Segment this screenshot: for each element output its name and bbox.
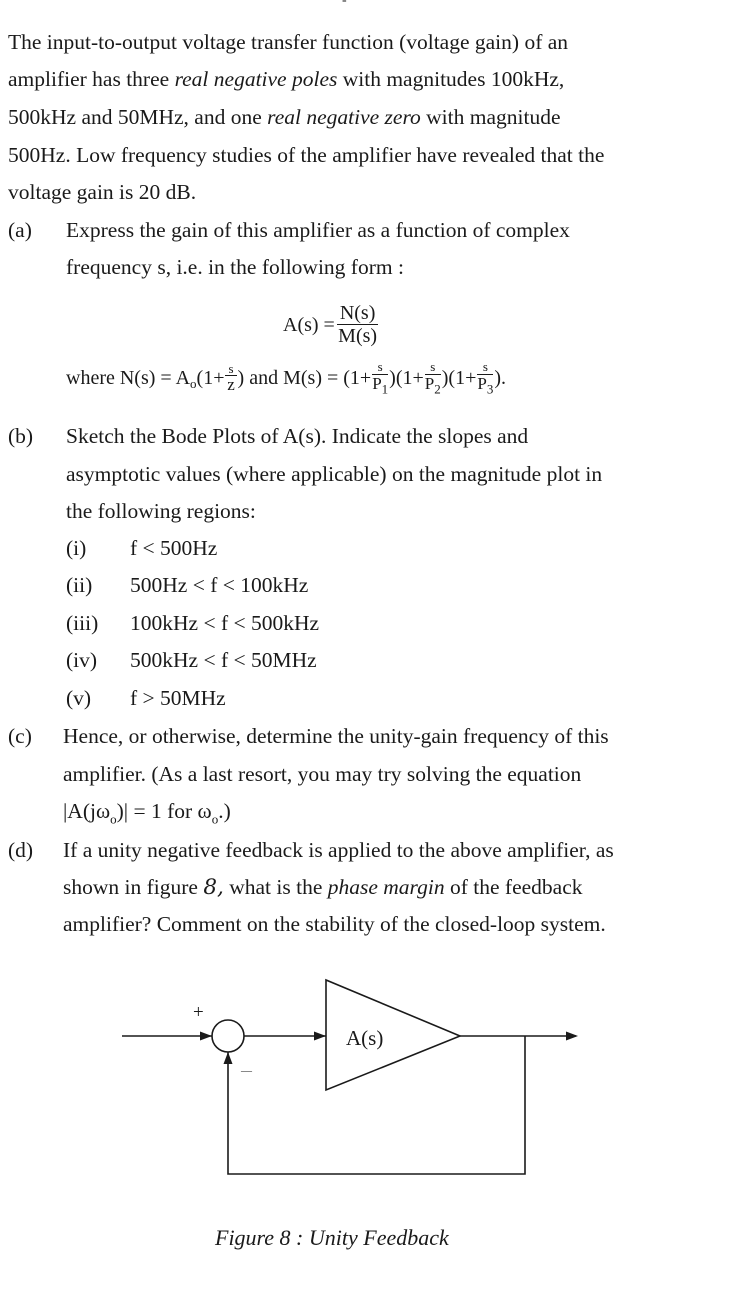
intro-line-4: 500Hz. Low frequency studies of the amplifier have revealed that the xyxy=(8,143,605,167)
region-4-num: (iv) xyxy=(66,648,98,672)
amplifier-input-arrowhead xyxy=(314,1032,326,1041)
input-arrowhead xyxy=(200,1032,212,1041)
intro-line-2-end: with magnitudes 100kHz, xyxy=(337,67,565,91)
part-d-line-1: If a unity negative feedback is applied to the above amplifier, as xyxy=(63,838,614,862)
s-over-z-fraction xyxy=(225,362,236,395)
plus-sign: + xyxy=(193,1002,204,1023)
equation-abs-open: |A(jω xyxy=(63,799,111,823)
and-m-text: and M(s) = (1+ xyxy=(244,367,372,390)
output-arrowhead xyxy=(566,1032,578,1041)
p3-letter: P xyxy=(477,373,487,393)
figure-caption: Figure 8 : Unity Feedback xyxy=(215,1225,449,1250)
feedback-arrowhead xyxy=(224,1052,233,1064)
region-1-num: (i) xyxy=(66,536,87,560)
region-2-num: (ii) xyxy=(66,573,93,597)
region-2-text: 500Hz < f < 100kHz xyxy=(130,573,309,597)
p2-subscript: 2 xyxy=(434,381,441,397)
s-over-p3-num: s xyxy=(477,360,493,375)
part-d-line-2-end: of the feedback xyxy=(444,875,583,899)
s-over-p1-den xyxy=(372,375,388,397)
region-1-text: f < 500Hz xyxy=(130,536,218,560)
intro-line-3-end: with magnitude xyxy=(420,105,561,129)
equation-lhs: A(s) = xyxy=(283,314,335,336)
a0-subscript: o xyxy=(190,375,197,391)
scan-mark: - xyxy=(342,0,347,8)
omega-subscript-2: o xyxy=(211,811,219,827)
part-c-line-3 xyxy=(63,801,231,825)
real-negative-poles-emphasis: real negative poles xyxy=(174,67,338,91)
part-b-label: (b) xyxy=(8,424,34,448)
intro-line-2 xyxy=(8,69,564,91)
equation-abs-close: )| = 1 for ω xyxy=(116,799,212,823)
intro-line-5: voltage gain is 20 dB. xyxy=(8,180,197,204)
part-d-line-3: amplifier? Comment on the stability of the closed-loop system. xyxy=(63,912,606,936)
s-over-p1-num: s xyxy=(372,360,388,375)
equation-numerator: N(s) xyxy=(337,303,379,325)
intro-line-2-text: amplifier has three xyxy=(8,67,175,91)
part-a-line-2: frequency s, i.e. in the following form : xyxy=(66,255,404,279)
equation-fraction xyxy=(337,303,379,347)
equation-denominator: M(s) xyxy=(338,325,378,347)
phase-margin-emphasis: phase margin xyxy=(327,875,445,899)
intro-line-1: The input-to-output voltage transfer function (voltage gain) of an xyxy=(8,30,569,54)
where-definitions xyxy=(66,360,506,396)
n-close: ) xyxy=(237,367,245,390)
part-c-label: (c) xyxy=(8,724,32,748)
part-d-label: (d) xyxy=(8,838,34,862)
s-over-p2-den xyxy=(425,375,441,397)
region-3-text: 100kHz < f < 500kHz xyxy=(130,611,320,635)
part-c-line-1: Hence, or otherwise, determine the unity-gain frequency of this xyxy=(63,724,609,748)
region-3-num: (iii) xyxy=(66,611,99,635)
amplifier-label: A(s) xyxy=(346,1026,384,1050)
region-4-text: 500kHz < f < 50MHz xyxy=(130,648,317,672)
m-mid-1: )(1+ xyxy=(389,367,424,390)
part-b-line-3: the following regions: xyxy=(66,499,256,523)
part-d-line-2-mid: what is the xyxy=(223,875,328,899)
s-over-p2-num: s xyxy=(425,360,441,375)
s-over-p2-fraction xyxy=(425,360,441,396)
region-5-num: (v) xyxy=(66,686,92,710)
part-d-line-2 xyxy=(63,877,583,899)
part-b-line-1: Sketch the Bode Plots of A(s). Indicate the slopes and xyxy=(66,424,529,448)
s-over-p3-fraction xyxy=(477,360,493,396)
omega-subscript-1: o xyxy=(110,811,117,827)
p1-subscript: 1 xyxy=(381,381,389,397)
summing-junction xyxy=(212,1020,244,1052)
s-over-p1-fraction xyxy=(372,360,388,396)
part-b-line-2: asymptotic values (where applicable) on the magnitude plot in xyxy=(66,462,603,486)
part-d-line-2-text: shown in figure xyxy=(63,875,204,899)
p2-letter: P xyxy=(424,373,435,393)
where-text: where N(s) = A xyxy=(66,367,191,390)
part-a-label: (a) xyxy=(8,218,32,242)
figure-number-handwritten: 8, xyxy=(203,875,224,900)
p1-letter: P xyxy=(372,373,382,393)
intro-line-3 xyxy=(8,107,561,129)
unity-feedback-diagram xyxy=(0,945,729,1205)
s-over-z-num: s xyxy=(225,362,236,377)
real-negative-zero-emphasis: real negative zero xyxy=(267,105,421,129)
m-end: ). xyxy=(494,367,506,390)
s-over-z-den: z xyxy=(227,375,235,395)
minus-sign: — xyxy=(241,1065,252,1077)
region-5-text: f > 50MHz xyxy=(130,686,226,710)
part-c-line-2: amplifier. (As a last resort, you may try solving the equation xyxy=(63,762,582,786)
transfer-equation xyxy=(283,303,380,347)
part-a-line-1: Express the gain of this amplifier as a function of complex xyxy=(66,218,570,242)
p3-subscript: 3 xyxy=(486,381,494,397)
intro-line-3-text: 500kHz and 50MHz, and one xyxy=(8,105,268,129)
equation-end: .) xyxy=(218,799,231,823)
feedback-path xyxy=(228,1036,525,1174)
m-mid-2: )(1+ xyxy=(441,367,477,390)
n-open: (1+ xyxy=(196,367,225,390)
s-over-p3-den xyxy=(477,375,493,397)
